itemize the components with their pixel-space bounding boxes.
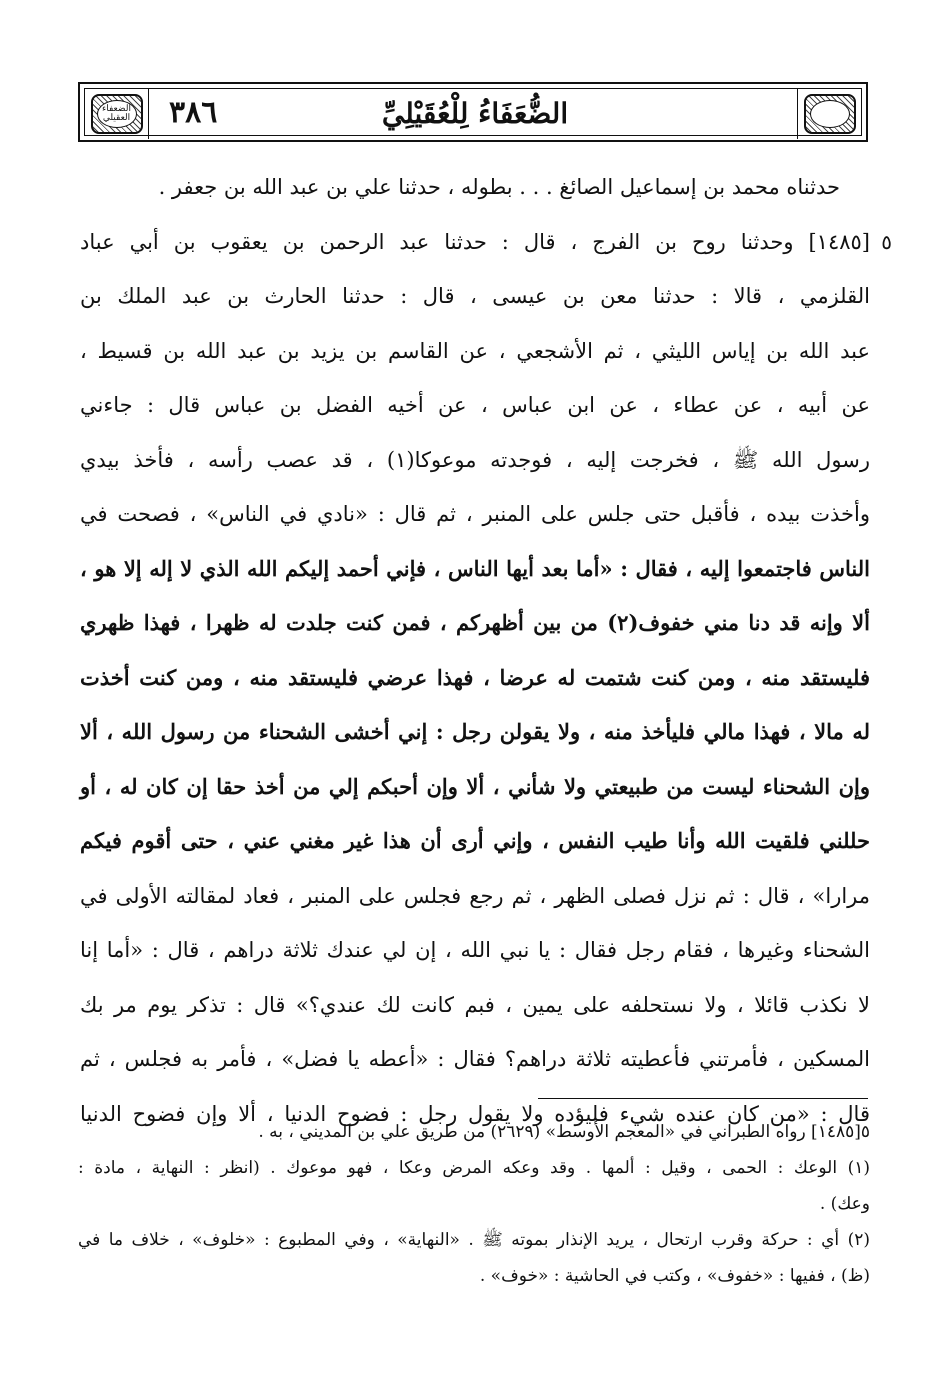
text-line: لا نكذب قائلا ، ولا نستحلفه على يمين ، فبم كانت لك عندي؟» قال : تذكر يوم مر بك <box>80 992 870 1017</box>
text-line: فليستقد منه ، ومن كنت شتمت له عرضا ، فهذا عرضي فليستقد منه ، ومن كنت أخذت <box>80 664 870 690</box>
text-line: القلزمي ، قالا : حدثنا معن بن عيسى ، قال : حدثنا الحارث بن عبد الملك بن <box>80 284 870 308</box>
page-number: ٣٨٦ <box>169 95 218 130</box>
page-header <box>78 82 868 142</box>
text-line: له مالا ، فهذا مالي فليأخذ منه ، ولا يقولن رجل : إني أخشى الشحناء من رسول الله ، ألا <box>80 719 870 744</box>
text-line: حدثناه محمد بن إسماعيل الصائغ . . . بطوله ، حدثنا علي بن عبد الله بن جعفر . <box>158 175 840 199</box>
header-ornament-left <box>85 89 149 139</box>
text-line: ألا وإنه قد دنا مني خفوف(٢) من بين أظهركم ، فمن كنت جلدت له ظهرا ، فهذا ظهري <box>80 610 870 635</box>
footnote-separator <box>538 1098 868 1099</box>
text-line: قال : «من كان عنده شيء فليؤده ولا يقول رجل : فضوح الدنيا ، ألا وإن فضوح الدنيا <box>80 1101 870 1126</box>
text-line: الشحناء وغيرها ، فقام رجل فقال : يا نبي الله ، إن لي عندك ثلاثة دراهم ، قال : «أما إنا <box>80 938 870 962</box>
text-line: الناس فاجتمعوا إليه ، فقال : «أما بعد أيها الناس ، فإني أحمد إليكم الله الذي لا إله إلا هو ، <box>80 555 870 581</box>
footnote-2-cont: (ظ) ، ففيها : «خفوف» ، وكتب في الحاشية : «خوف» . <box>479 1266 870 1286</box>
text-line: حللني فلقيت الله وأنا طيب النفس ، وإني أرى أن هذا غير مغني عني ، حتى أقوم فيكم <box>80 828 870 853</box>
main-text <box>80 160 892 1141</box>
header-ornament-right <box>797 89 861 139</box>
footnote-1-cont: وعك) . <box>819 1194 870 1214</box>
ornament-icon <box>804 94 856 134</box>
running-title: الضُّعَفَاءُ لِلْعُقَيْلِيِّ <box>381 97 569 130</box>
text-line: المسكين ، فأمرتني فأعطيته ثلاثة دراهم؟ فقال : «أعطه يا فضل» ، فأمر به فجلس ، ثم <box>80 1047 870 1071</box>
header-frame <box>84 88 862 136</box>
footnote-2: (٢) أي : حركة وقرب ارتحال ، يريد الإنذار بموته ﷺ . «النهاية» ، وفي المطبوع : «خلوف» ، خلاف ما في <box>78 1230 870 1250</box>
text-line-content: [١٤٨٥] وحدثنا روح بن الفرج ، قال : حدثنا عبد الرحمن بن يعقوب بن أبي عباد <box>80 229 870 254</box>
paragraph-marker: ٥ <box>881 229 892 254</box>
ornament-label <box>810 100 850 128</box>
text-line: رسول الله ﷺ ، فخرجت إليه ، فوجدته موعوكا(١) ، قد عصب رأسه ، فأخذ بيدي <box>80 447 871 472</box>
text-line: عبد الله بن إياس الليثي ، ثم الأشجعي ، عن القاسم بن يزيد بن عبد الله بن قسيط ، <box>80 338 870 363</box>
text-line: وإن الشحناء ليست من طبيعتي ولا شأني ، ألا وإن أحبكم إلي من أخذ حقا إن كان له ، أو <box>80 773 870 799</box>
ornament-icon <box>91 94 143 134</box>
footnote-source: ٥[١٤٨٥] رواه الطبراني في «المعجم الأوسط» (٢٦٢٩) من طريق علي بن المديني ، به . <box>258 1122 870 1142</box>
text-line: وأخذت بيده ، فأقبل حتى جلس على المنبر ، ثم قال : «نادي في الناس» ، فصحت في <box>80 502 870 526</box>
text-line: مرارا» ، قال : ثم نزل فصلى الظهر ، ثم رجع فجلس على المنبر ، فعاد لمقالته الأولى في <box>80 883 870 908</box>
footnotes <box>78 1114 870 1294</box>
text-line: عن أبيه ، عن عطاء ، عن ابن عباس ، عن أخيه الفضل بن عباس قال : جاءني <box>80 393 870 417</box>
text-line <box>80 215 892 270</box>
footnote-1: (١) الوعك : الحمى ، وقيل : ألمها . وقد وعكه المرض وعكا ، فهو موعوك . (انظر : النهاية ، مادة : <box>78 1158 870 1178</box>
ornament-label: الضعفاء العقيلي <box>97 100 137 128</box>
